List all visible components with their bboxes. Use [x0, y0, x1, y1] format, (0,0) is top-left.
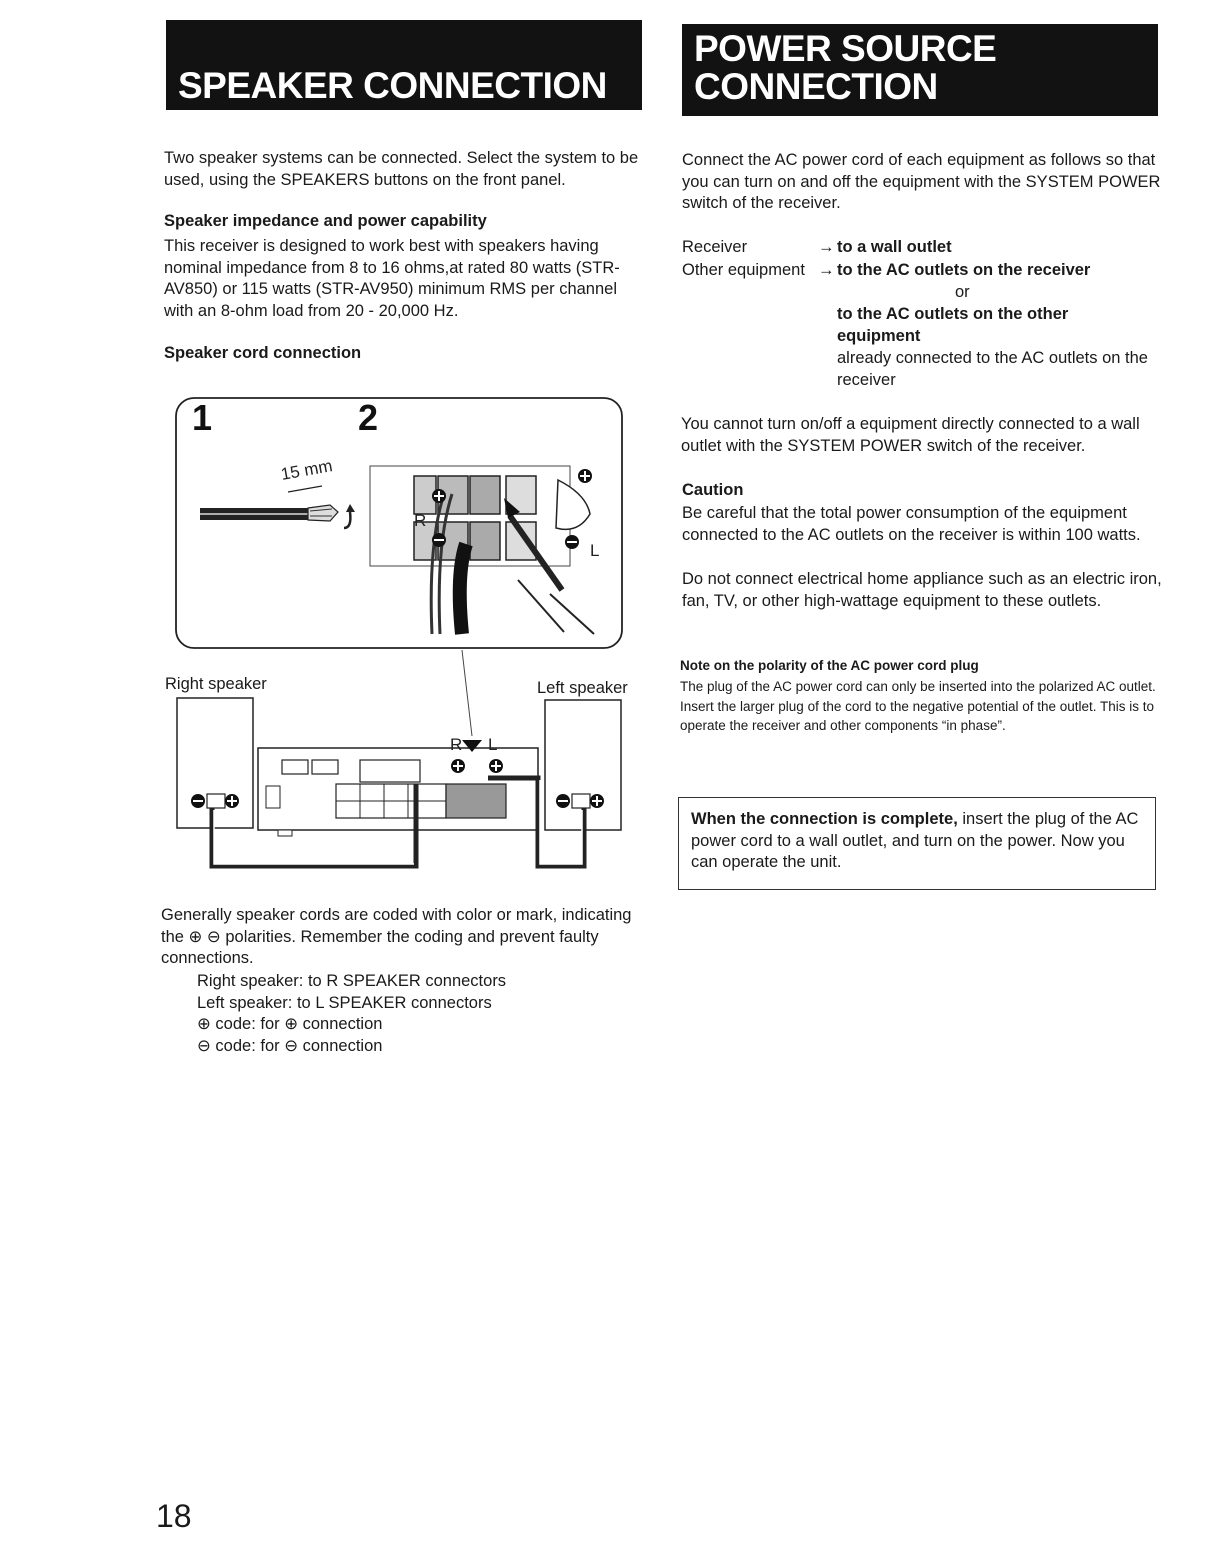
impedance-heading: Speaker impedance and power capability	[164, 212, 487, 230]
right-speaker-label: Right speaker	[165, 675, 267, 693]
polarity-heading: Note on the polarity of the AC power cord plug	[680, 658, 979, 673]
rear-l-label: L	[488, 735, 498, 754]
intro-paragraph: Two speaker systems can be connected. Select the system to be used, using the SPEAKERS buttons on the front panel.	[164, 149, 639, 189]
completion-note-text: insert the plug of the AC power cord to a wall outlet, and turn on the power. Now you can operate the unit.	[691, 810, 1139, 871]
coding-item-minus: ⊖ code: for ⊖ connection	[197, 1036, 383, 1055]
other-target2-line1: to the AC outlets on the other	[837, 305, 1069, 323]
terminal-r-label: R	[414, 511, 427, 530]
page-number: 18	[156, 1498, 192, 1534]
left-speaker-label: Left speaker	[537, 679, 628, 697]
already-connected-text: already connected to the AC outlets on the receiver	[837, 349, 1148, 389]
step-2-label: 2	[358, 397, 379, 438]
rear-r-label: R	[450, 735, 463, 754]
leader-line	[462, 650, 472, 736]
or-text: or	[955, 283, 970, 301]
power-title-line2: CONNECTION	[694, 66, 938, 107]
polarity-text: The plug of the AC power cord can only be inserted into the polarized AC outlet. Insert the larger plug of the cord to the negative potential of the outlet. This is to operate the receiver and other components “in phase”.	[680, 679, 1156, 733]
cord-heading: Speaker cord connection	[164, 344, 362, 362]
strip-length-label: 15 mm	[279, 456, 334, 484]
cord-connection-figure	[170, 394, 630, 654]
section-title: SPEAKER CONNECTION	[178, 65, 607, 106]
coding-item-left: Left speaker: to L SPEAKER connectors	[197, 993, 492, 1012]
caution-heading: Caution	[682, 481, 744, 499]
coding-item-plus: ⊕ code: for ⊕ connection	[197, 1015, 383, 1033]
other-target: to the AC outlets on the receiver	[837, 261, 1091, 279]
completion-note-box	[678, 797, 1156, 890]
other-arrow: →	[818, 261, 835, 279]
coding-item-right: Right speaker: to R SPEAKER connectors	[197, 972, 507, 990]
caution-text-1: Be careful that the total power consumption of the equipment connected to the AC outlets on the receiver is within 100 watts.	[682, 504, 1141, 544]
power-intro: Connect the AC power cord of each equipment as follows so that you can turn on and off the equipment with the SYSTEM POWER switch of the receiver.	[682, 151, 1161, 212]
power-title-banner	[682, 24, 1158, 116]
caution-text-2: Do not connect electrical home appliance such as an electric iron, fan, TV, or other high-wattage equipment to these outlets.	[682, 570, 1162, 610]
receiver-target: to a wall outlet	[837, 238, 952, 256]
step-1-label: 1	[192, 397, 213, 438]
completion-note	[691, 809, 1149, 874]
speaker-terminals-illustration	[370, 466, 594, 634]
speaker-wiring-diagram	[170, 648, 630, 878]
receiver-label: Receiver	[682, 238, 748, 256]
other-equipment-label: Other equipment	[682, 261, 805, 279]
other-target2-line2: equipment	[837, 327, 921, 345]
figure-frame	[176, 398, 622, 648]
stripped-cable-illustration	[200, 486, 355, 528]
section-title-banner	[166, 20, 642, 110]
wall-outlet-note: You cannot turn on/off a equipment directly connected to a wall outlet with the SYSTEM POWER switch of the receiver.	[681, 415, 1140, 455]
receiver-arrow: →	[818, 238, 835, 256]
power-title-line1: POWER SOURCE	[694, 28, 997, 69]
coding-paragraph: Generally speaker cords are coded with color or mark, indicating the ⊕ ⊖ polarities. Remember the coding and prevent faulty connections.	[161, 906, 632, 967]
impedance-paragraph: This receiver is designed to work best with speakers having nominal impedance from 8 to 16 ohms,at rated 80 watts (STR-AV850) or 115 watts (STR-AV950) minimum RMS per channel with an 8-ohm load from 20 - 20,000 Hz.	[164, 237, 620, 320]
coding-list	[197, 971, 617, 1057]
terminal-l-label: L	[590, 541, 600, 560]
completion-note-bold: When the connection is complete,	[691, 810, 958, 828]
